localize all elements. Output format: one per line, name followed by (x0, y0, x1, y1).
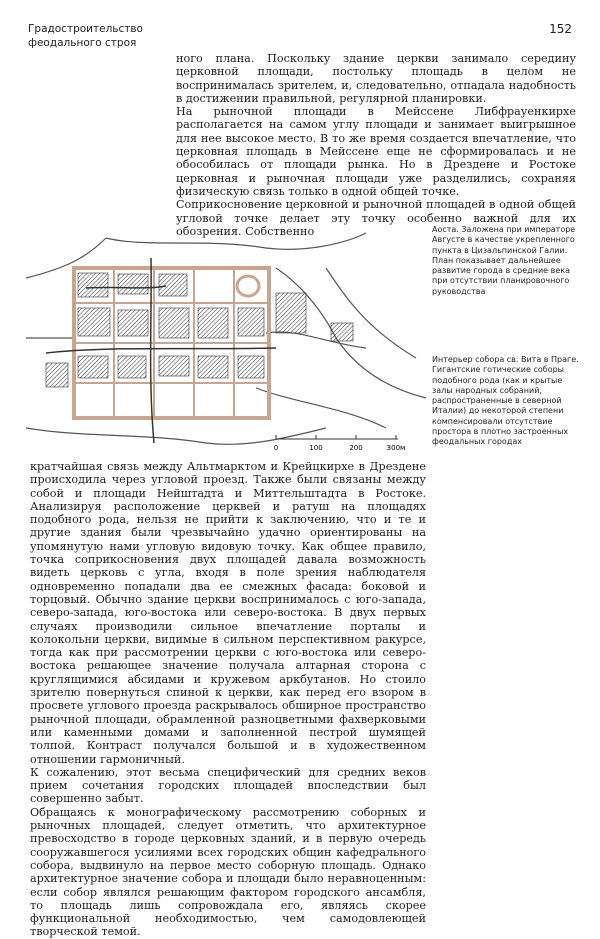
paragraph: К сожалению, этот весьма специфический для средних веков прием сочетания городских площадей впоследствии был совершенно забыт. (30, 765, 426, 806)
page-number: 152 (549, 22, 572, 36)
scale-label: 0 (273, 444, 279, 452)
paragraph: На рыночной площади в Мейссене Либфрауенкирхе располагается на самом углу площади и занимает выигрышное для нее высокое место. В то же время создается впечатление, что церковная площадь в Мейссене еще не сформировалась и не обособилась от площади рынка. Но в Дрездене и Ростоке церковная и рыночная площади уже разделились, сохраняя физическую связь только в одной общей точке. (176, 105, 576, 198)
scale-label: 200 (349, 444, 363, 452)
caption-prague-cathedral: Интерьер собора св. Вита в Праге. Гигантские готические соборы подобного рода (как и крытые залы народных собраний, распространенные в северной Италии) до некоторой степени компенсировали отсутствие простора в плотно застроенных феодальных городах (432, 355, 579, 447)
aosta-plan-drawing (26, 228, 426, 453)
paragraph: Соприкосновение церковной и рыночной площадей в одной общей угловой точке делает эту точку особенно важной для их обозрения. Собственно (176, 198, 576, 238)
scale-label: 300м (386, 444, 406, 452)
caption-aosta: Аоста. Заложена при императоре Августе в качестве укрепленного пункта в Цизальпинской Галии. План показывает дальнейшее развитие города в средние века при отсутствии планировочного руководства (432, 225, 576, 296)
top-text-column (176, 52, 576, 238)
scale-label: 100 (309, 444, 323, 452)
aosta-city-plan-figure (26, 228, 426, 453)
running-title-line1: Градостроительство (28, 23, 143, 35)
paragraph: ного плана. Поскольку здание церкви занимало середину церковной площади, постольку площадь в целом не воспринималась зрителем, и, следовательно, отпадала надобность в достижении правильной, регулярной планировки. (176, 52, 576, 105)
running-title-line2: феодального строя (28, 37, 137, 49)
paragraph: Обращаясь к монографическому рассмотрению соборных и рыночных площадей, следует отметить, что архитектурное превосходство в городе церковных зданий, и в первую очередь сооружавшегося усилиями всех городских общин кафедрального собора, выдвинуло на первое место соборную площадь. Однако архитектурное значение собора и площади было неравноценным: если собор являлся решающим фактором городского ансамбля, то площадь лишь сопровождала его, являясь скорее функциональной необходимостью, чем самодовлеющей творческой темой. (30, 805, 426, 939)
bottom-text-column (30, 460, 426, 939)
scale-bar (274, 435, 406, 452)
paragraph: кратчайшая связь между Альтмарктом и Крейцкирхе в Дрездене происходила через угловой проезд. Также были связаны между собой и площади Нейштадта и Миттельштадта в Ростоке. Анализируя расположение церквей и ратуш на площадях подобного рода, нельзя не прийти к заключению, что и те и другие здания были чрезвычайно удачно ориентированы на упомянутую нами угловую видовую точку. Как общее правило, точка соприкосновения двух площадей давала возможность видеть церковь с угла, входя в поле зрения наблюдателя одновременно попадали два ее смежных фасада: боковой и торцовый. Обычно здание церкви воспринималось с юго-запада, северо-запада, юго-востока или северо-востока. В двух первых случаях производили сильное впечатление порталы и колокольни церкви, видимые в сильном перспективном ракурсе, тогда как при рассмотрении церкви с юго-востока или северо-востока решающее значение получала алтарная сторона с круглящимися абсидами и кружевом аркбутанов. Но стоило зрителю повернуться спиной к церкви, как перед его взором в просвете углового проезда раскрывалось обширное пространство рыночной площади, обрамленной разноцветными фахверковыми или каменными домами и заполненной пестрой шумящей толпой. Контраст получался большой и в художественном отношении гармоничный. (30, 460, 426, 766)
running-head (28, 22, 143, 50)
